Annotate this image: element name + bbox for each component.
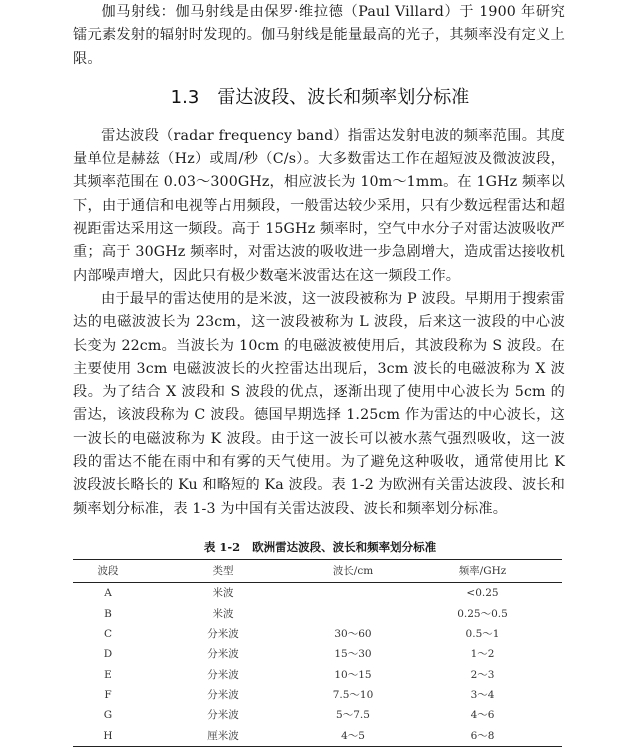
cell-frequency: 0.25～0.5 xyxy=(457,607,508,620)
body-paragraph-2 xyxy=(73,288,565,521)
cell-wavelength: 15～30 xyxy=(334,648,372,661)
cell-type: 分米波 xyxy=(207,689,239,702)
body-paragraph-1 xyxy=(73,125,565,288)
cell-type: 米波 xyxy=(212,607,234,620)
cell-band: H xyxy=(103,729,113,742)
cell-wavelength: 7.5～10 xyxy=(332,689,374,702)
header-frequency: 频率/GHz xyxy=(458,564,507,577)
cell-frequency: 6～8 xyxy=(470,729,495,742)
table-body xyxy=(73,582,562,746)
header-band: 波段 xyxy=(97,564,119,577)
cell-frequency: 1～2 xyxy=(470,648,495,661)
cell-frequency: 2～3 xyxy=(470,668,495,681)
cell-band: D xyxy=(103,648,113,661)
table-row xyxy=(73,705,562,725)
cell-type: 米波 xyxy=(212,587,234,600)
band-standard-table xyxy=(73,559,562,747)
cell-band: B xyxy=(104,607,112,620)
table-row xyxy=(73,726,562,747)
cell-band: C xyxy=(103,627,113,640)
cell-band: E xyxy=(104,668,112,681)
section-number: 1.3 xyxy=(170,86,200,108)
cell-wavelength: 30～60 xyxy=(334,627,372,640)
cell-type: 分米波 xyxy=(207,648,239,661)
table-caption-number: 表 1-2 xyxy=(203,539,241,554)
table-row xyxy=(73,582,562,603)
body-paragraph-2-text: 由于最早的雷达使用的是米波，这一波段被称为 P 波段。早期用于搜索雷达的电磁波波长为 23cm，这一波段被称为 L 波段，后来这一波段的中心波长变为 22cm。当波长为 10cm 的电磁波被使用后，其波段称为 S 波段。在主要使用 3cm 电磁波波长的火控雷达出现后，3cm 波长的电磁波称为 X 波段。为了结合 X 波段和 S 波段的优点，逐渐出现了使用中心波长为 5cm 的雷达，该波段称为 C 波段。德国早期选择 1.25cm 作为雷达的中心波长，这一波长的电磁波称为 K 波段。由于这一波长可以被水蒸气强烈吸收，这一波段的雷达不能在雨中和有雾的天气使用。为了避免这种吸收，通常使用比 K 波段波长略长的 Ku 和略短的 Ka 波段。表 1-2 为欧洲有关雷达波段、波长和频率划分标准，表 1-3 为中国有关雷达波段、波长和频率划分标准。 xyxy=(73,290,565,517)
cell-type: 厘米波 xyxy=(207,729,239,742)
cell-wavelength: 5～7.5 xyxy=(336,709,370,722)
cell-wavelength: 4～5 xyxy=(341,729,365,742)
cell-band: G xyxy=(103,709,113,722)
table-caption-title: 欧洲雷达波段、波长和频率划分标准 xyxy=(252,539,437,554)
table-header-row xyxy=(73,559,562,582)
cell-band: A xyxy=(104,587,112,600)
header-type: 类型 xyxy=(212,564,234,577)
table-row xyxy=(73,665,562,685)
table-row xyxy=(73,603,562,623)
table-row xyxy=(73,685,562,705)
intro-paragraph-text: 伽马射线：伽马射线是由保罗·维拉德（Paul Villard）于 1900 年研究镭元素发射的辐射时发现的。伽马射线是能量最高的光子，其频率没有定义上限。 xyxy=(73,4,565,67)
section-heading xyxy=(0,85,640,111)
table-row xyxy=(73,644,562,664)
table-row xyxy=(73,624,562,644)
cell-wavelength xyxy=(303,603,403,623)
cell-wavelength: 10～15 xyxy=(334,668,372,681)
cell-band: F xyxy=(104,689,112,702)
cell-frequency: 0.5～1 xyxy=(465,627,500,640)
cell-wavelength xyxy=(303,582,403,603)
section-title: 雷达波段、波长和频率划分标准 xyxy=(217,86,470,108)
table-caption xyxy=(0,539,640,555)
body-paragraph-1-text: 雷达波段（radar frequency band）指雷达发射电波的频率范围。其度量单位是赫兹（Hz）或周/秒（C/s）。大多数雷达工作在超短波及微波波段，其频率范围在 0.03～300GHz，相应波长为 10m～1mm。在 1GHz 频率以下，由于通信和电视等占用频段，一般雷达较少采用，只有少数远程雷达和超视距雷达采用这一频段。高于 15GHz 频率时，空气中水分子对雷达波吸收严重；高于 30GHz 频率时，对雷达波的吸收进一步急剧增大，造成雷达接收机内部噪声增大，因此只有极少数毫米波雷达在这一频段工作。 xyxy=(73,127,565,284)
cell-frequency: 3～4 xyxy=(470,689,495,702)
cell-type: 分米波 xyxy=(207,627,239,640)
intro-paragraph xyxy=(73,1,565,71)
cell-type: 分米波 xyxy=(207,709,239,722)
cell-frequency: <0.25 xyxy=(466,587,499,600)
cell-type: 分米波 xyxy=(207,668,239,681)
cell-frequency: 4～6 xyxy=(470,709,495,722)
header-wavelength: 波长/cm xyxy=(332,564,374,577)
